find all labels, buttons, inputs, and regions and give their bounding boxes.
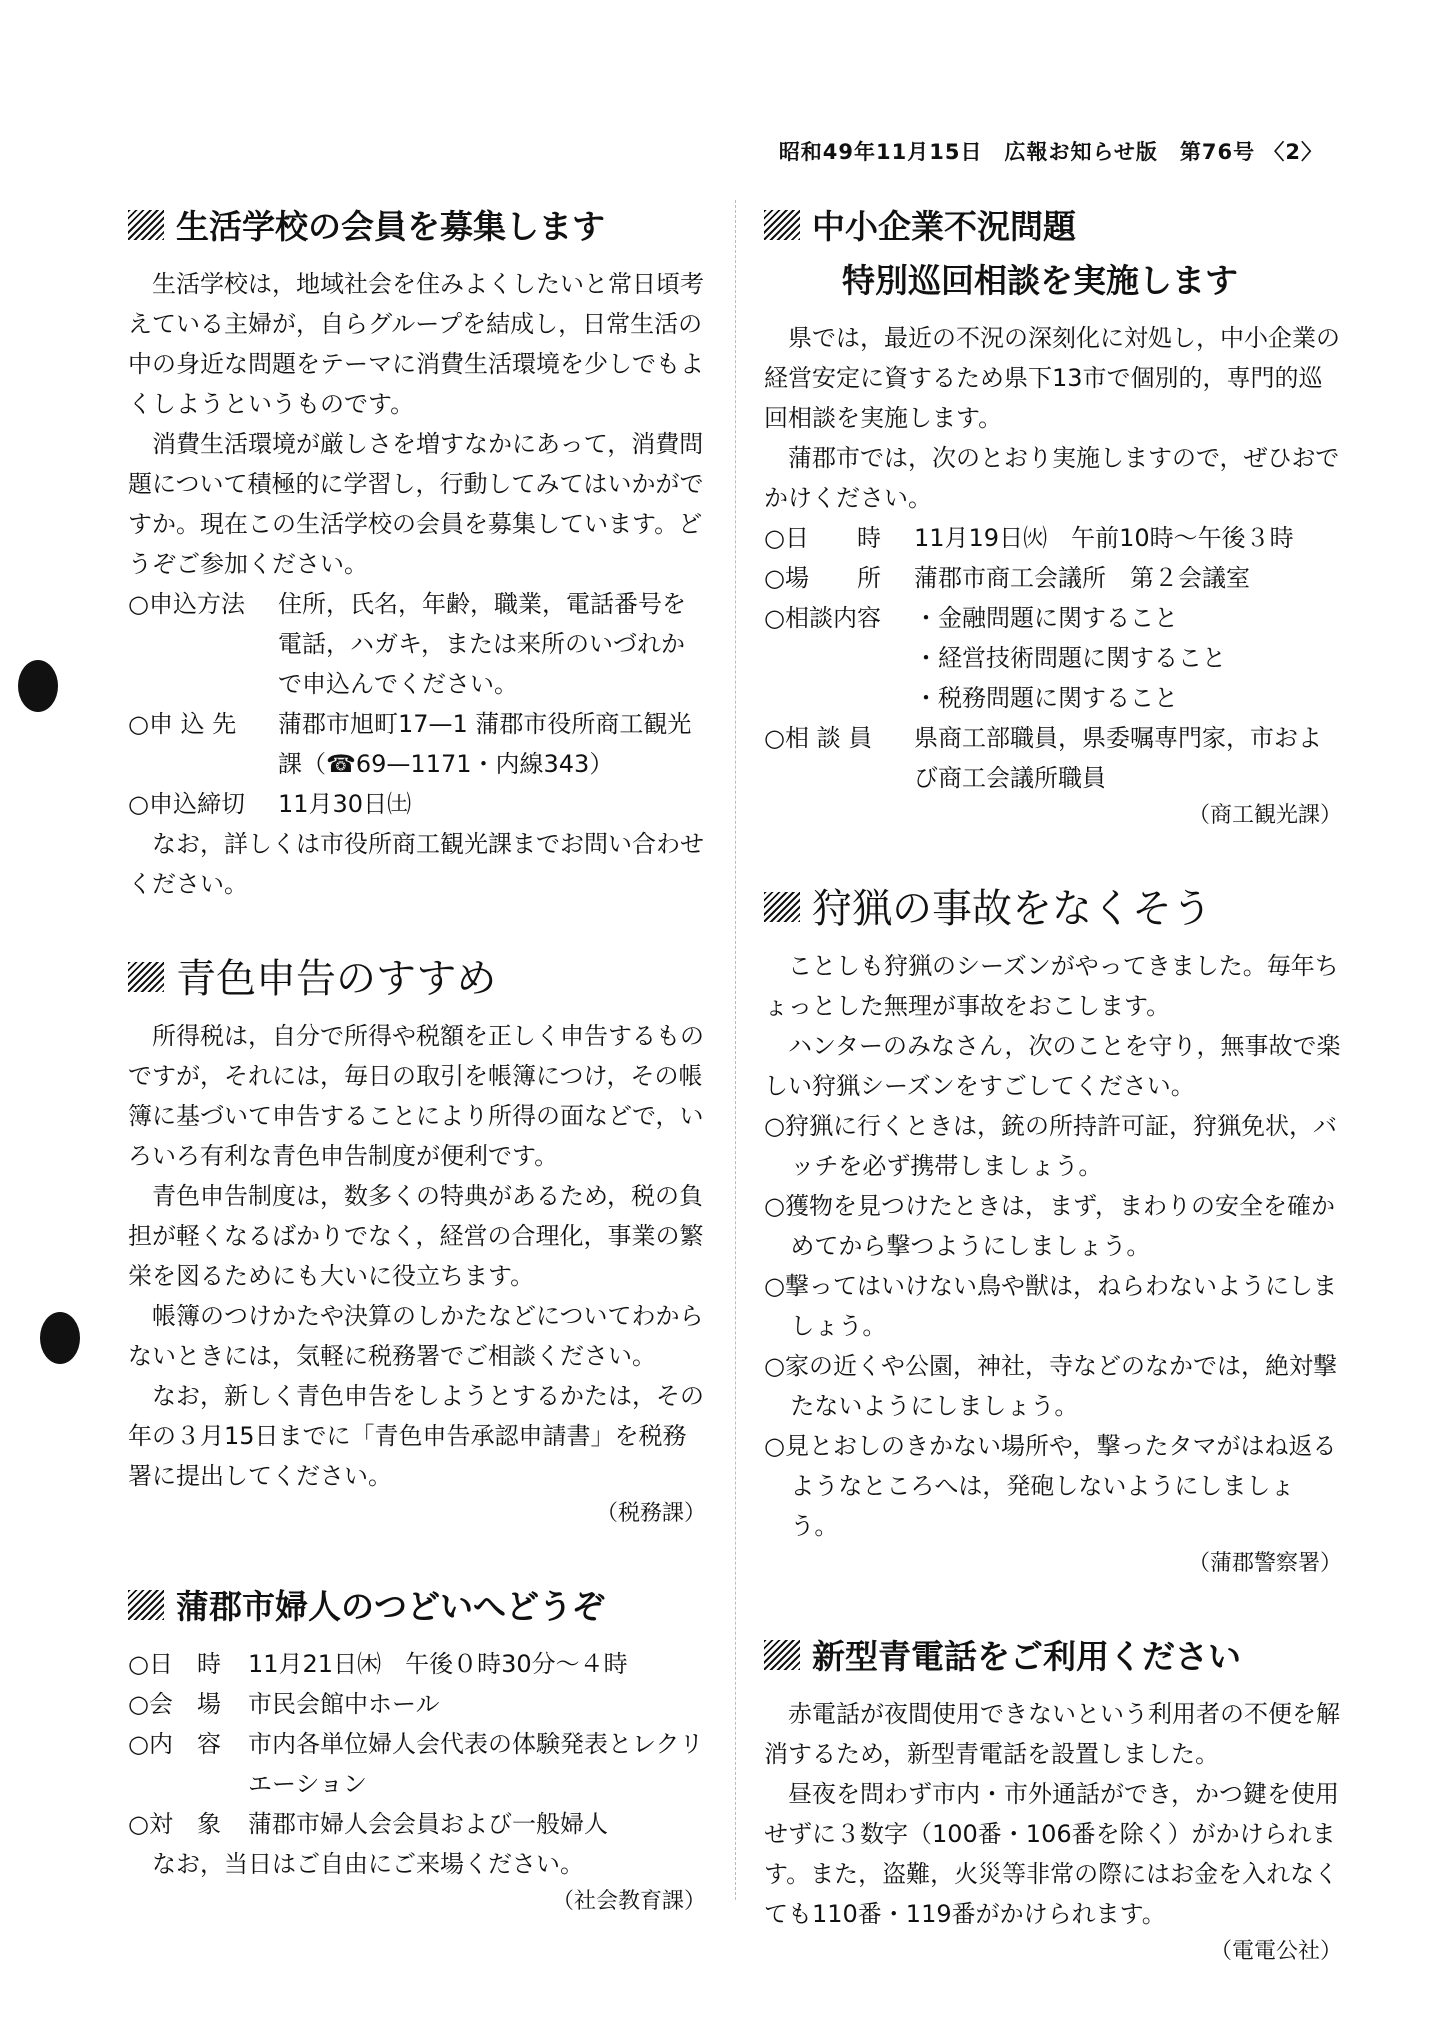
- closing-paragraph: なお，当日はご自由にご来場ください。: [152, 1850, 584, 1878]
- paragraph: ハンターのみなさん，次のことを守り，無事故で楽しい狩猟シーズンをすごしてください。: [764, 1032, 1341, 1100]
- section-blue-return: [128, 952, 706, 1532]
- paragraph: 県では，最近の不況の深刻化に対処し，中小企業の経営安定に資するため県下13市で個別的，専門的巡回相談を実施します。: [764, 324, 1340, 432]
- info-row: [128, 784, 706, 824]
- info-row: [128, 1804, 706, 1844]
- binder-hole-top: [18, 660, 58, 712]
- paragraph: 消費生活環境が厳しさを増すなかにあって，消費問題について積極的に学習し，行動してみてはいかがですか。現在この生活学校の会員を募集しています。どうぞご参加ください。: [128, 430, 704, 578]
- info-label: ○場 所: [764, 564, 881, 592]
- paragraph: 赤電話が夜間使用できないという利用者の不便を解消するため，新型青電話を設置しました。: [764, 1700, 1340, 1768]
- info-value: [914, 598, 1342, 718]
- notice-item: ○見とおしのきかない場所や，撃ったタマがはね返るようなところへは，発砲しないようにしましょう。: [764, 1432, 1337, 1540]
- section-title-line: 特別巡回相談を実施します: [842, 261, 1238, 300]
- hatch-mark-icon: [128, 210, 164, 240]
- info-row: [128, 1724, 706, 1804]
- info-value: 市民会館中ホール: [248, 1690, 440, 1718]
- info-label: ○相 談 員: [764, 724, 873, 752]
- consult-topic: ・税務問題に関すること: [914, 684, 1178, 712]
- section-title-line: 中小企業不況問題: [812, 207, 1076, 246]
- section-living-school: [128, 200, 706, 904]
- section-title: [764, 882, 1342, 936]
- info-label: ○申込方法: [128, 590, 245, 618]
- binder-hole-bottom: [40, 1312, 80, 1364]
- department-credit: （税務課）: [595, 1501, 706, 1526]
- notice-item: ○獲物を見つけたときは，まず，まわりの安全を確かめてから撃つようにしましょう。: [764, 1192, 1336, 1260]
- info-row: [764, 518, 1342, 558]
- section-sme-consultation: [764, 200, 1342, 834]
- left-column: [128, 200, 706, 1968]
- info-label: ○日 時: [764, 524, 881, 552]
- paragraph: 所得税は，自分で所得や税額を正しく申告するものですが，それには，毎日の取引を帳簿につけ，その帳簿に基づいて申告することにより所得の面などで，いろいろ有利な青色申告制度が便利です。: [128, 1022, 704, 1170]
- page-header: 昭和49年11月15日 広報お知らせ版 第76号 〈2〉: [778, 140, 1323, 164]
- section-title-text: 蒲郡市婦人のつどいへどうぞ: [176, 1587, 605, 1626]
- department-credit: （電電公社）: [1209, 1939, 1342, 1964]
- hatch-mark-icon: [764, 1640, 800, 1670]
- consult-topic: ・経営技術問題に関すること: [914, 644, 1226, 672]
- paragraph: ことしも狩猟のシーズンがやってきました。毎年ちょっとした無理が事故をおこします。: [764, 952, 1339, 1020]
- notice-item: ○狩猟に行くときは，銃の所持許可証，狩猟免状，バッチを必ず携帯しましょう。: [764, 1112, 1337, 1180]
- consult-topic: ・金融問題に関すること: [914, 604, 1178, 632]
- info-label: ○会 場: [128, 1690, 221, 1718]
- paragraph: 生活学校は，地域社会を住みよくしたいと常日頃考えている主婦が，自らグループを結成し，日常生活の中の身近な問題をテーマに消費生活環境を少しでもよくしようというものです。: [128, 270, 704, 418]
- info-value: 蒲郡市旭町17—1 蒲郡市役所商工観光課（☎69—1171・内線343）: [278, 710, 692, 778]
- section-womens-gathering: [128, 1580, 706, 1920]
- section-title-text: [812, 200, 1238, 308]
- info-value: 県商工部職員，県委嘱専門家，市および商工会議所職員: [914, 724, 1322, 792]
- right-column: [764, 200, 1342, 2018]
- section-title: [764, 200, 1342, 308]
- section-title-text: 新型青電話をご利用ください: [812, 1637, 1241, 1676]
- info-row: [128, 1644, 706, 1684]
- info-label: ○内 容: [128, 1730, 221, 1758]
- info-value: 市内各単位婦人会代表の体験発表とレクリエーション: [248, 1730, 704, 1798]
- info-value: 蒲郡市商工会議所 第２会議室: [914, 564, 1250, 592]
- column-divider: [735, 200, 737, 1900]
- section-title: [764, 1630, 1342, 1684]
- notice-item: ○家の近くや公園，神社，寺などのなかでは，絶対撃たないようにしましょう。: [764, 1352, 1337, 1420]
- section-title-text: 青色申告のすすめ: [176, 956, 497, 1002]
- closing-paragraph: なお，詳しくは市役所商工観光課までお問い合わせください。: [128, 830, 704, 898]
- info-label: ○日 時: [128, 1650, 221, 1678]
- paragraph: 昼夜を問わず市内・市外通話ができ，かつ鍵を使用せずに３数字（100番・106番を除く）がかけられます。また，盗難，火災等非常の際にはお金を入れなくても110番・119番がかけられます。: [764, 1780, 1340, 1928]
- department-credit: （蒲郡警察署）: [1187, 1551, 1342, 1576]
- info-value: 蒲郡市婦人会会員および一般婦人: [248, 1810, 608, 1838]
- info-value: 11月30日㈯: [278, 790, 412, 818]
- info-value: 住所，氏名，年齢，職業，電話番号を電話，ハガキ，または来所のいづれかで申込んでください。: [278, 590, 686, 698]
- info-value: 11月19日㈫ 午前10時～午後３時: [914, 524, 1294, 552]
- section-title: [128, 952, 706, 1006]
- paragraph: 帳簿のつけかたや決算のしかたなどについてわからないときには，気軽に税務署でご相談ください。: [128, 1302, 704, 1370]
- paragraph: なお，新しく青色申告をしようとするかたは，その年の３月15日までに「青色申告承認申請書」を税務署に提出してください。: [128, 1382, 704, 1490]
- department-credit: （商工観光課）: [1187, 803, 1342, 828]
- section-title: [128, 200, 706, 254]
- info-label: ○申 込 先: [128, 710, 237, 738]
- info-value: 11月21日㈭ 午後０時30分～４時: [248, 1650, 628, 1678]
- section-title-text: 生活学校の会員を募集します: [176, 207, 605, 246]
- section-title-text: 狩猟の事故をなくそう: [812, 886, 1212, 932]
- department-credit: （社会教育課）: [551, 1889, 706, 1914]
- section-blue-phone: [764, 1630, 1342, 1970]
- paragraph: 蒲郡市では，次のとおり実施しますので，ぜひおでかけください。: [764, 444, 1340, 512]
- section-title: [128, 1580, 706, 1634]
- info-row: [128, 704, 706, 784]
- info-row: [764, 718, 1342, 798]
- hatch-mark-icon: [128, 962, 164, 992]
- info-label: ○申込締切: [128, 790, 245, 818]
- notice-item: ○撃ってはいけない鳥や獣は，ねらわないようにしましょう。: [764, 1272, 1337, 1340]
- info-row: [128, 584, 706, 704]
- hatch-mark-icon: [764, 210, 800, 240]
- info-label: ○対 象: [128, 1810, 221, 1838]
- hatch-mark-icon: [764, 892, 800, 922]
- info-row: [128, 1684, 706, 1724]
- info-row: [764, 598, 1342, 718]
- info-label: ○相談内容: [764, 604, 881, 632]
- hatch-mark-icon: [128, 1590, 164, 1620]
- info-row: [764, 558, 1342, 598]
- section-hunting-safety: [764, 882, 1342, 1582]
- paragraph: 青色申告制度は，数多くの特典があるため，税の負担が軽くなるばかりでなく，経営の合理化，事業の繁栄を図るためにも大いに役立ちます。: [128, 1182, 704, 1290]
